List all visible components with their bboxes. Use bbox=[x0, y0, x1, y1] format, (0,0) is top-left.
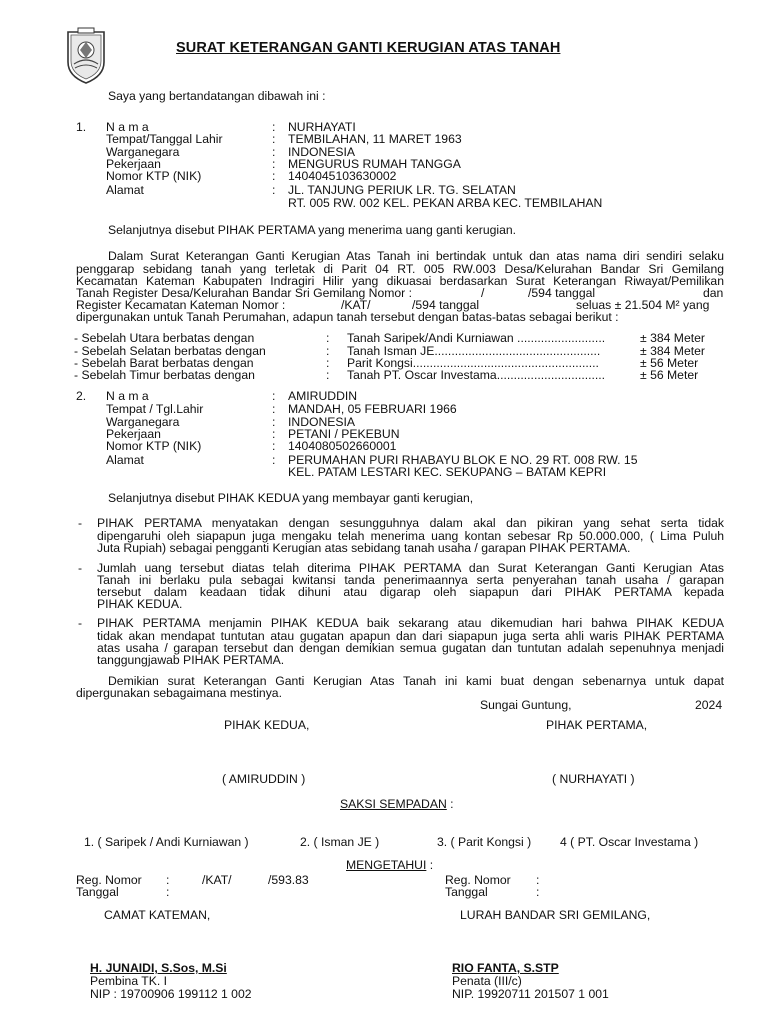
party1-label-address: Alamat bbox=[106, 183, 144, 197]
statement-3-line-3: atas usaha / garapan tersebut dan dengan demikian semua gugatan dan tuntutan adalah sepenuhnya menjadi bbox=[97, 641, 724, 655]
statement-3-line-2: tidak akan mendapat tuntutan atau gugatan apapun dan dari siapapun juga serta ahli waris PIHAK PERTAMA bbox=[97, 629, 724, 643]
party2-label-nik: Nomor KTP (NIK) bbox=[106, 439, 202, 453]
body-line-5-part-3: /594 tanggal bbox=[412, 298, 480, 312]
body-line-5-part-2: /KAT/ bbox=[341, 298, 371, 312]
signature-title-party1: PIHAK PERTAMA, bbox=[546, 718, 648, 732]
party2-value-address-line2: KEL. PATAM LESTARI KEC. SEKUPANG – BATAM KEPRI bbox=[288, 465, 607, 479]
colon: : bbox=[272, 157, 276, 171]
statement-1-line-3: Juta Rupiah) sebagai pengganti Kerugian atas sebidang tanah usaha / garapan PIHAK PERTAMA. bbox=[97, 541, 631, 555]
witness-4: 4 ( PT. Oscar Investama ) bbox=[560, 835, 699, 849]
official-right-rank: Penata (III/c) bbox=[452, 974, 522, 988]
statement-1-line-2: dipengaruhi oleh siapapun juga mengaku telah menerima uang kontan sebesar Rp 50.000.000, ( Lima Puluh bbox=[97, 529, 724, 543]
party1-number: 1. bbox=[76, 120, 87, 134]
party1-label-nik: Nomor KTP (NIK) bbox=[106, 169, 202, 183]
body-line-6: dipergunakan untuk Tanah Perumahan, adapun tanah tersebut dengan batas-batas sebagai berikut : bbox=[76, 310, 619, 324]
party2-closing: Selanjutnya disebut PIHAK KEDUA yang membayar ganti kerugian, bbox=[108, 491, 474, 505]
party2-label-occupation: Pekerjaan bbox=[106, 427, 161, 441]
year-text: 2024 bbox=[695, 698, 723, 712]
statement-1-bullet: - bbox=[78, 516, 83, 530]
right-date-label: Tanggal bbox=[445, 885, 488, 899]
boundary-side-east: - Sebelah Timur berbatas dengan bbox=[74, 368, 255, 382]
body-line-4-part-3: /594 tanggal bbox=[528, 286, 596, 300]
colon: : bbox=[272, 169, 276, 183]
place-text: Sungai Guntung, bbox=[480, 698, 572, 712]
statement-2-line-3: tersebut dalam keadaan tidak dihuni atau digarap oleh siapapun dari PIHAK PERTAMA kepada bbox=[97, 585, 724, 599]
body-line-4-part-4: dan bbox=[703, 286, 724, 300]
body-line-4-part-2: / bbox=[481, 286, 485, 300]
party2-label-citizenship: Warganegara bbox=[106, 415, 180, 429]
body-line-5-part-1: Register Kecamatan Kateman Nomor : bbox=[76, 298, 286, 312]
statement-3-bullet: - bbox=[78, 616, 83, 630]
colon: : bbox=[272, 415, 276, 429]
body-line-5-part-4: seluas ± 21.504 M² yang bbox=[576, 298, 710, 312]
party1-value-citizenship: INDONESIA bbox=[288, 145, 356, 159]
official-left-nip: NIP : 19700906 199112 1 002 bbox=[90, 987, 252, 1001]
boundary-owner-south: Tanah Isman JE................................................. bbox=[347, 344, 601, 358]
colon: : bbox=[272, 439, 276, 453]
acknowledge-heading: MENGETAHUI : bbox=[346, 858, 434, 872]
statement-2-line-2: Tanah ini berlaku pula sebagai kwitansi tanda penerimaannya serta penyerahan tanah usaha / garapan bbox=[97, 573, 724, 587]
statement-2-line-1: Jumlah uang tersebut diatas telah diterima PIHAK PERTAMA dan Surat Keterangan Ganti Kerugian Atas bbox=[97, 561, 724, 575]
boundary-side-west: - Sebelah Barat berbatas dengan bbox=[74, 356, 254, 370]
left-reg-number: /593.83 bbox=[268, 873, 309, 887]
colon: : bbox=[326, 331, 330, 345]
party2-label-name: N a m a bbox=[106, 389, 149, 403]
witness-3: 3. ( Parit Kongsi ) bbox=[437, 835, 532, 849]
signature-name-party1: ( NURHAYATI ) bbox=[552, 772, 635, 786]
party1-value-address: JL. TANJUNG PERIUK LR. TG. SELATAN bbox=[288, 183, 516, 197]
body-line-4-part-1: Tanah Register Desa/Kelurahan Bandar Sri Gemilang Nomor : bbox=[76, 286, 412, 300]
official-left-rank: Pembina TK. I bbox=[90, 974, 167, 988]
colon: : bbox=[272, 132, 276, 146]
boundary-size-north: ± 384 Meter bbox=[640, 331, 705, 345]
party1-closing: Selanjutnya disebut PIHAK PERTAMA yang menerima uang ganti kerugian. bbox=[108, 223, 517, 237]
colon: : bbox=[272, 453, 276, 467]
party2-number: 2. bbox=[76, 389, 87, 403]
party1-label-name: N a m a bbox=[106, 120, 149, 134]
party1-label-citizenship: Warganegara bbox=[106, 145, 180, 159]
colon: : bbox=[272, 427, 276, 441]
signature-title-party2: PIHAK KEDUA, bbox=[224, 718, 310, 732]
statement-3-line-4: tanggungjawab PIHAK PERTAMA. bbox=[97, 653, 285, 667]
party2-value-occupation: PETANI / PEKEBUN bbox=[288, 427, 400, 441]
official-right-title: LURAH BANDAR SRI GEMILANG, bbox=[460, 908, 651, 922]
boundary-owner-east: Tanah PT. Oscar Investama................................ bbox=[347, 368, 606, 382]
statement-1-line-1: PIHAK PERTAMA menyatakan dengan sesungguhnya dalam akal dan pikiran yang sehat serta tidak bbox=[97, 516, 724, 530]
colon: : bbox=[272, 402, 276, 416]
colon: : bbox=[326, 368, 330, 382]
boundary-size-east: ± 56 Meter bbox=[640, 368, 699, 382]
statement-3-line-1: PIHAK PERTAMA menjamin PIHAK KEDUA baik sekarang atau dikemudian hari bahwa PIHAK KEDUA bbox=[97, 616, 724, 630]
intro-text: Saya yang bertandatangan dibawah ini : bbox=[108, 89, 326, 103]
colon: : bbox=[272, 145, 276, 159]
document-title: SURAT KETERANGAN GANTI KERUGIAN ATAS TANAH bbox=[176, 40, 561, 56]
statement-2-bullet: - bbox=[78, 561, 83, 575]
official-right-name: RIO FANTA, S.STP bbox=[452, 961, 559, 975]
left-date-colon: : bbox=[166, 885, 170, 899]
left-reg-kat: /KAT/ bbox=[202, 873, 232, 887]
party1-value-nik: 1404045103630002 bbox=[288, 169, 397, 183]
statement-2-line-4: PIHAK KEDUA. bbox=[97, 597, 183, 611]
party2-value-name: AMIRUDDIN bbox=[288, 389, 358, 403]
party2-label-birth: Tempat / Tgl.Lahir bbox=[106, 402, 204, 416]
party2-label-address: Alamat bbox=[106, 453, 144, 467]
boundary-size-south: ± 384 Meter bbox=[640, 344, 705, 358]
party1-value-address-line2: RT. 005 RW. 002 KEL. PEKAN ARBA KEC. TEMBILAHAN bbox=[288, 196, 603, 210]
party2-value-birth: MANDAH, 05 FEBRUARI 1966 bbox=[288, 402, 457, 416]
colon: : bbox=[272, 120, 276, 134]
official-left-name: H. JUNAIDI, S.Sos, M.Si bbox=[90, 961, 227, 975]
party1-value-occupation: MENGURUS RUMAH TANGGA bbox=[288, 157, 461, 171]
left-date-label: Tanggal bbox=[76, 885, 119, 899]
party2-value-citizenship: INDONESIA bbox=[288, 415, 356, 429]
colon: : bbox=[326, 356, 330, 370]
right-reg-label: Reg. Nomor bbox=[445, 873, 511, 887]
witness-1: 1. ( Saripek / Andi Kurniawan ) bbox=[84, 835, 249, 849]
boundary-owner-west: Parit Kongsi....................................................... bbox=[347, 356, 599, 370]
left-reg-colon: : bbox=[166, 873, 170, 887]
witness-heading: SAKSI SEMPADAN : bbox=[340, 797, 454, 811]
boundary-owner-north: Tanah Saripek/Andi Kurniawan .......................... bbox=[347, 331, 606, 345]
official-left-title: CAMAT KATEMAN, bbox=[104, 908, 211, 922]
body-line-1: Dalam Surat Keterangan Ganti Kerugian Atas Tanah ini bertindak untuk dan atas nama diri sendiri selaku bbox=[108, 249, 724, 263]
party1-label-occupation: Pekerjaan bbox=[106, 157, 161, 171]
boundary-side-south: - Sebelah Selatan berbatas dengan bbox=[74, 344, 266, 358]
official-right-nip: NIP. 19920711 201507 1 001 bbox=[452, 987, 609, 1001]
colon: : bbox=[272, 183, 276, 197]
closing-line-1: Demikian surat Keterangan Ganti Kerugian Atas Tanah ini kami buat dengan sebenarnya untuk dapat bbox=[108, 674, 724, 688]
body-line-2: penggarap sebidang tanah yang terletak di Parit 04 RT. 005 RW.003 Desa/Kelurahan Bandar Sri Gemilang bbox=[76, 262, 724, 276]
regency-crest-logo bbox=[64, 26, 108, 86]
party1-value-name: NURHAYATI bbox=[288, 120, 356, 134]
right-reg-colon: : bbox=[536, 873, 540, 887]
colon: : bbox=[326, 344, 330, 358]
boundary-side-north: - Sebelah Utara berbatas dengan bbox=[74, 331, 255, 345]
party1-label-birth: Tempat/Tanggal Lahir bbox=[106, 132, 223, 146]
party1-value-birth: TEMBILAHAN, 11 MARET 1963 bbox=[288, 132, 462, 146]
witness-2: 2. ( Isman JE ) bbox=[300, 835, 380, 849]
left-reg-label: Reg. Nomor bbox=[76, 873, 142, 887]
colon: : bbox=[272, 389, 276, 403]
closing-line-2: dipergunakan sebagaimana mestinya. bbox=[76, 686, 282, 700]
signature-name-party2: ( AMIRUDDIN ) bbox=[222, 772, 306, 786]
boundary-size-west: ± 56 Meter bbox=[640, 356, 699, 370]
body-line-3: Kecamatan Kateman Kabupaten Indragiri Hilir yang dikuasai berdasarkan Surat Keterangan Riwayat/Pemilikan bbox=[76, 274, 724, 288]
party2-value-address: PERUMAHAN PURI RHABAYU BLOK E NO. 29 RT. 008 RW. 15 bbox=[288, 453, 638, 467]
party2-value-nik: 1404080502660001 bbox=[288, 439, 397, 453]
right-date-colon: : bbox=[536, 885, 540, 899]
